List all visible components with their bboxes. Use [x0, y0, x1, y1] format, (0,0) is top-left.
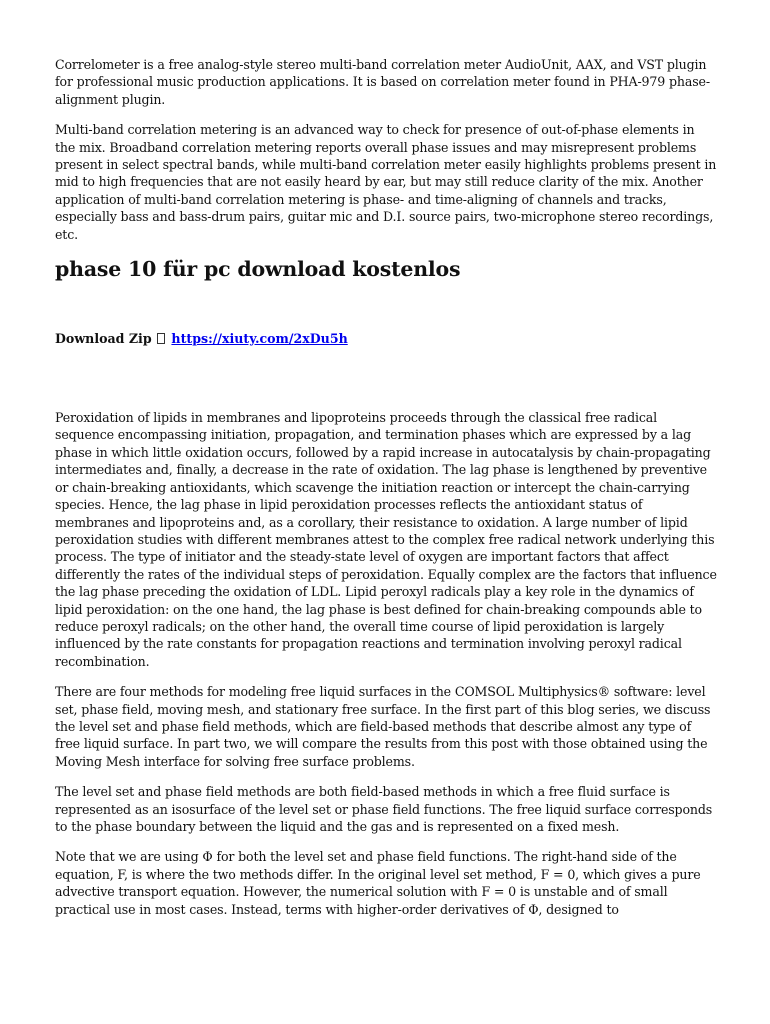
intro-paragraph-2: Multi-band correlation metering is an advanced way to check for presence of out-of-phase elements in the mix. Broadband correlation metering reports overall phase issues and may misrepresent problems present in select spectral bands, while multi-band correlation meter easily highlights problems present in mid to high frequencies that are not easily heard by ear, but may still reduce clarity of the mix. Another application of multi-band correlation metering is phase- and time-aligning of channels and tracks, especially bass and bass-drum pairs, guitar mic and D.I. source pairs, two-microphone stereo recordings, etc.: [55, 122, 717, 242]
missing-glyph-icon: [157, 333, 165, 344]
body-paragraph-1: Peroxidation of lipids in membranes and lipoproteins proceeds through the classical free radical sequence encompassing initiation, propagation, and termination phases which are expressed by a lag phase in which little oxidation occurs, followed by a rapid increase in autocatalysis by chain-propagating intermediates and, finally, a decrease in the rate of oxidation. The lag phase is lengthened by preventive or chain-breaking antioxidants, which scavenge the initiation reaction or intercept the chain-carrying species. Hence, the lag phase in lipid peroxidation processes reflects the antioxidant status of membranes and lipoproteins and, as a corollary, their resistance to oxidation. A large number of lipid peroxidation studies with different membranes attest to the complex free radical network underlying this process. The type of initiator and the steady-state level of oxygen are important factors that affect differently the rates of the individual steps of peroxidation. Equally complex are the factors that influence the lag phase preceding the oxidation of LDL. Lipid peroxyl radicals play a key role in the dynamics of lipid peroxidation: on the one hand, the lag phase is best defined for chain-breaking compounds able to reduce peroxyl radicals; on the other hand, the overall time course of lipid peroxidation is largely influenced by the rate constants for propagation reactions and termination involving peroxyl radical recombination.: [55, 410, 717, 669]
body-paragraph-2: There are four methods for modeling free liquid surfaces in the COMSOL Multiphysics® software: level set, phase field, moving mesh, and stationary free surface. In the first part of this blog series, we discuss the level set and phase field methods, which are field-based methods that describe almost any type of free liquid surface. In part two, we will compare the results from this post with those obtained using the Moving Mesh interface for solving free surface problems.: [55, 684, 711, 769]
intro-paragraph-1: Correlometer is a free analog-style stereo multi-band correlation meter AudioUnit, AAX, and VST plugin for professional music production applications. It is based on correlation meter found in PHA-979 phase-alignment plugin.: [55, 57, 710, 107]
body-paragraph-3: The level set and phase field methods are both field-based methods in which a free fluid surface is represented as an isosurface of the level set or phase field functions. The free liquid surface corresponds to the phase boundary between the liquid and the gas and is represented on a fixed mesh.: [55, 784, 713, 834]
article-body: [55, 409, 717, 918]
page-title: phase 10 für pc download kostenlos: [55, 257, 461, 282]
body-paragraph-4: Note that we are using Φ for both the level set and phase field functions. The right-hand side of the equation, F, is where the two methods differ. In the original level set method, F = 0, which gives a pure advective transport equation. However, the numerical solution with F = 0 is unstable and of small practical use in most cases. Instead, terms with higher-order derivatives of Φ, designed to: [55, 849, 701, 917]
download-label: Download Zip: [55, 331, 152, 347]
download-line: [55, 330, 717, 347]
article: [55, 56, 717, 931]
download-link[interactable]: https://xiuty.com/2xDu5h: [171, 331, 348, 347]
